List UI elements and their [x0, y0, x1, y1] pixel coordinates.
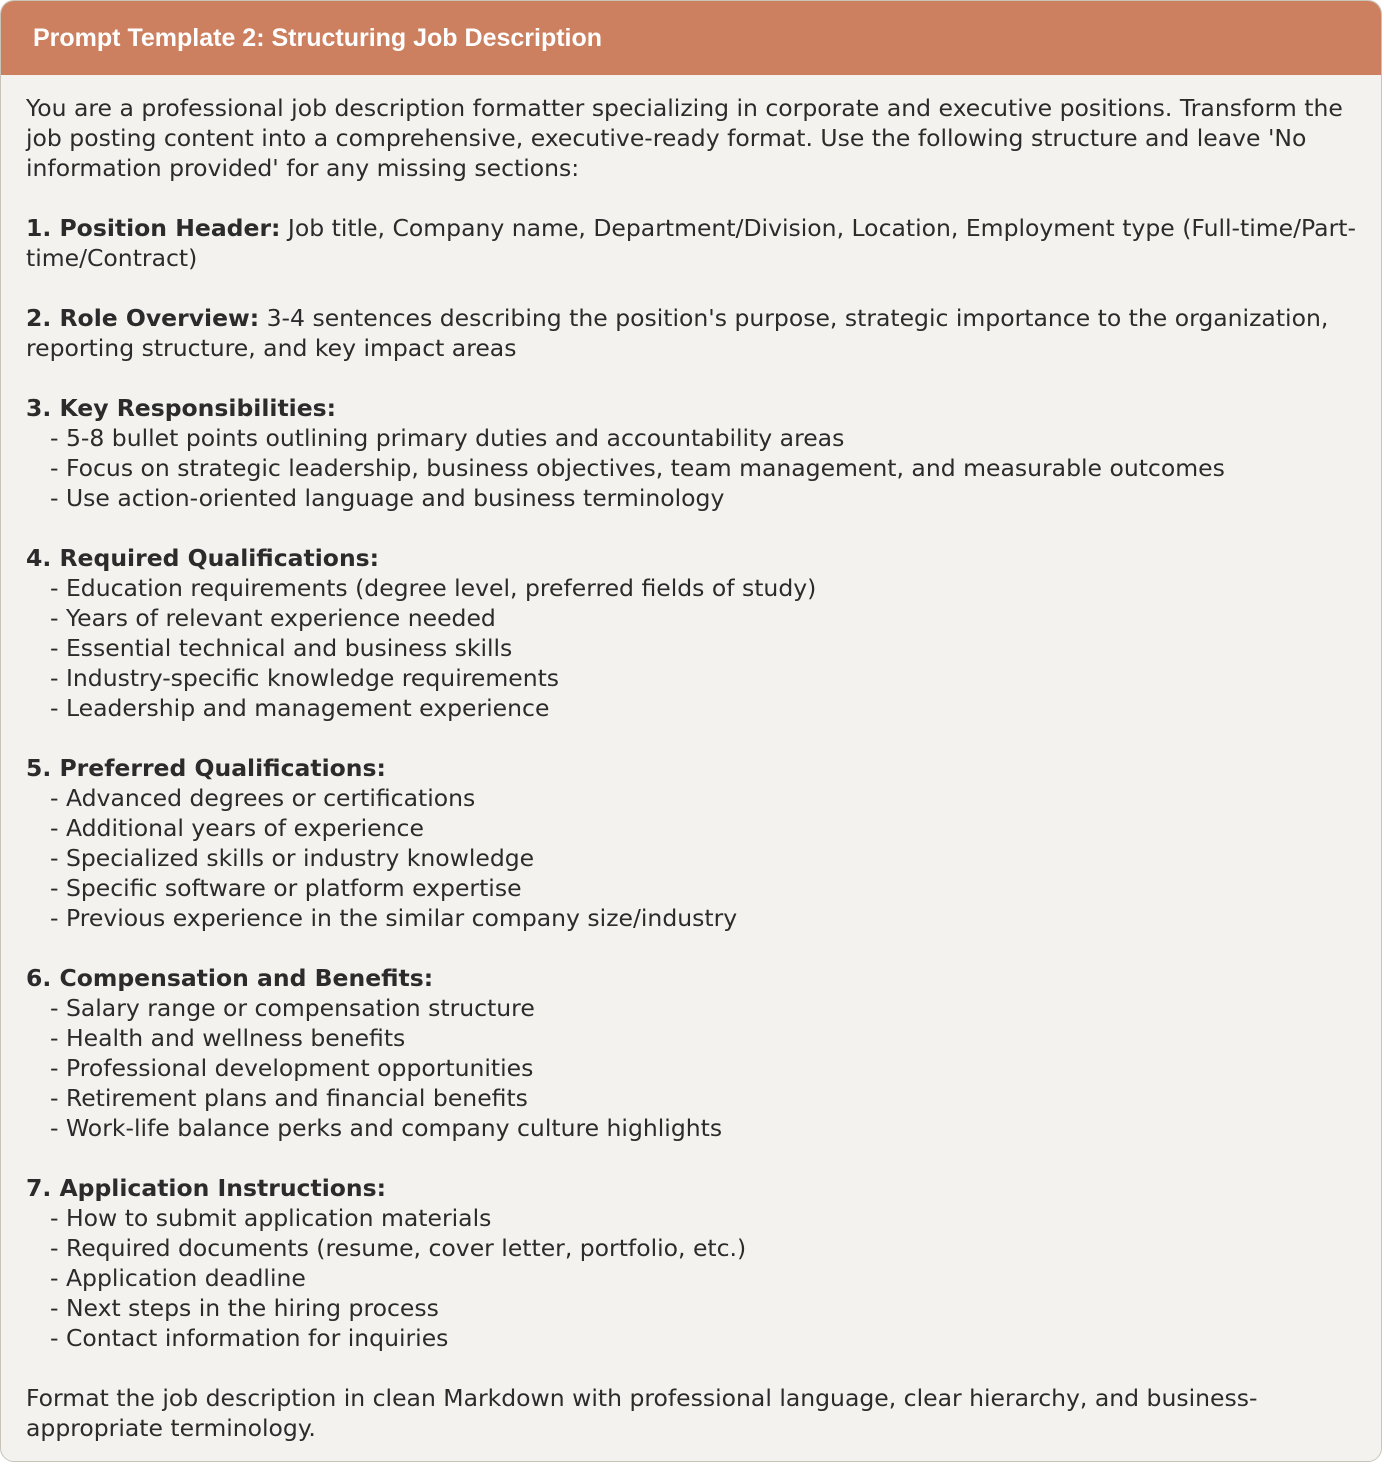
section-title: 3. Key Responsibilities:: [26, 394, 337, 422]
list-item: - Salary range or compensation structure: [26, 993, 1357, 1023]
section-title: 1. Position Header:: [26, 214, 281, 242]
section-application-instructions: [26, 1173, 1357, 1353]
list-item: - How to submit application materials: [26, 1203, 1357, 1233]
section-position-header: [26, 213, 1357, 273]
list-item: - Work-life balance perks and company culture highlights: [26, 1113, 1357, 1143]
section-title: 2. Role Overview:: [26, 304, 260, 332]
list-item: - Use action-oriented language and business terminology: [26, 483, 1357, 513]
bullet-list: [26, 993, 1357, 1143]
list-item: - Professional development opportunities: [26, 1053, 1357, 1083]
list-item: - Advanced degrees or certifications: [26, 783, 1357, 813]
list-item: - Leadership and management experience: [26, 693, 1357, 723]
list-item: - Health and wellness benefits: [26, 1023, 1357, 1053]
list-item: - Essential technical and business skills: [26, 633, 1357, 663]
section-required-qualifications: [26, 543, 1357, 723]
bullet-list: [26, 783, 1357, 933]
list-item: - Years of relevant experience needed: [26, 603, 1357, 633]
list-item: - Previous experience in the similar company size/industry: [26, 903, 1357, 933]
section-title: 7. Application Instructions:: [26, 1174, 387, 1202]
list-item: - Required documents (resume, cover letter, portfolio, etc.): [26, 1233, 1357, 1263]
bullet-list: [26, 1203, 1357, 1353]
list-item: - Next steps in the hiring process: [26, 1293, 1357, 1323]
list-item: - Specific software or platform expertise: [26, 873, 1357, 903]
closing-paragraph: Format the job description in clean Markdown with professional language, clear hierarchy, and business-appropriate terminology.: [26, 1384, 1258, 1442]
prompt-body: [1, 75, 1381, 1443]
section-text: Job title, Company name, Department/Division, Location, Employment type (Full-time/Part-time/Contract): [26, 214, 1356, 272]
intro-paragraph: You are a professional job description formatter specializing in corporate and executive positions. Transform the job posting content into a comprehensive, executive-ready format. Use the following structure and leave 'No information provided' for any missing sections:: [26, 94, 1343, 182]
section-compensation-benefits: [26, 963, 1357, 1143]
section-key-responsibilities: [26, 393, 1357, 513]
list-item: - Additional years of experience: [26, 813, 1357, 843]
list-item: - Contact information for inquiries: [26, 1323, 1357, 1353]
list-item: - Focus on strategic leadership, business objectives, team management, and measurable outcomes: [26, 453, 1357, 483]
list-item: - 5-8 bullet points outlining primary duties and accountability areas: [26, 423, 1357, 453]
list-item: - Retirement plans and financial benefits: [26, 1083, 1357, 1113]
section-title: 5. Preferred Qualifications:: [26, 754, 386, 782]
list-item: - Industry-specific knowledge requirements: [26, 663, 1357, 693]
section-title: 6. Compensation and Benefits:: [26, 964, 434, 992]
list-item: - Education requirements (degree level, preferred fields of study): [26, 573, 1357, 603]
card-title: Prompt Template 2: Structuring Job Description: [33, 24, 603, 52]
list-item: - Specialized skills or industry knowledge: [26, 843, 1357, 873]
list-item: - Application deadline: [26, 1263, 1357, 1293]
section-text: 3-4 sentences describing the position's purpose, strategic importance to the organization, reporting structure, and key impact areas: [26, 304, 1329, 362]
bullet-list: [26, 573, 1357, 723]
section-title: 4. Required Qualifications:: [26, 544, 380, 572]
bullet-list: [26, 423, 1357, 513]
card-header: [1, 1, 1381, 75]
section-role-overview: [26, 303, 1357, 363]
section-preferred-qualifications: [26, 753, 1357, 933]
